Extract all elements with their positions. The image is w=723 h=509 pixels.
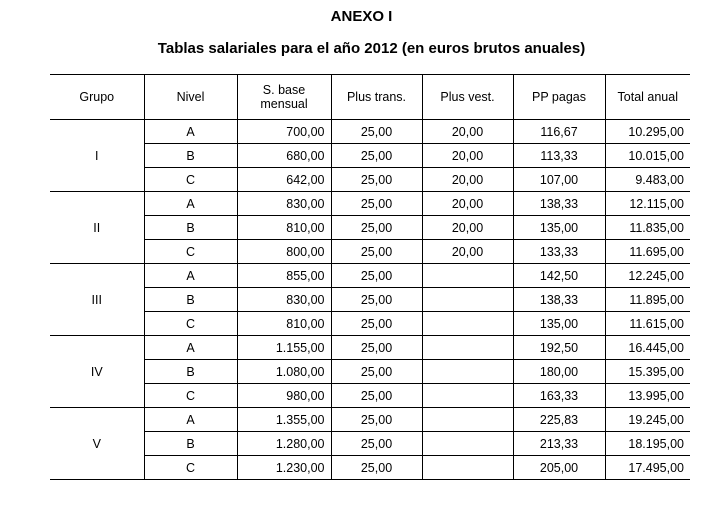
pp-cell: 138,33 bbox=[513, 288, 605, 312]
header-total: Total anual bbox=[605, 75, 690, 120]
pp-cell: 180,00 bbox=[513, 360, 605, 384]
header-vest: Plus vest. bbox=[422, 75, 513, 120]
trans-cell: 25,00 bbox=[331, 144, 422, 168]
nivel-cell: A bbox=[144, 408, 237, 432]
table-row bbox=[50, 312, 690, 336]
base-cell: 1.280,00 bbox=[237, 432, 331, 456]
vest-cell: 20,00 bbox=[422, 192, 513, 216]
nivel-cell: B bbox=[144, 216, 237, 240]
vest-cell: 20,00 bbox=[422, 216, 513, 240]
total-cell: 11.835,00 bbox=[605, 216, 690, 240]
nivel-cell: C bbox=[144, 168, 237, 192]
nivel-cell: B bbox=[144, 144, 237, 168]
pp-cell: 138,33 bbox=[513, 192, 605, 216]
vest-cell bbox=[422, 336, 513, 360]
table-subtitle: Tablas salariales para el año 2012 (en euros brutos anuales) bbox=[157, 40, 586, 57]
page-title: ANEXO I bbox=[330, 8, 393, 25]
table-row bbox=[50, 192, 690, 216]
base-cell: 1.230,00 bbox=[237, 456, 331, 480]
grupo-cell: I bbox=[50, 120, 144, 192]
table-body bbox=[50, 120, 690, 480]
trans-cell: 25,00 bbox=[331, 360, 422, 384]
base-cell: 855,00 bbox=[237, 264, 331, 288]
trans-cell: 25,00 bbox=[331, 120, 422, 144]
pp-cell: 192,50 bbox=[513, 336, 605, 360]
table-row bbox=[50, 288, 690, 312]
base-cell: 980,00 bbox=[237, 384, 331, 408]
table-row bbox=[50, 456, 690, 480]
base-cell: 800,00 bbox=[237, 240, 331, 264]
nivel-cell: A bbox=[144, 336, 237, 360]
nivel-cell: A bbox=[144, 192, 237, 216]
nivel-cell: A bbox=[144, 264, 237, 288]
total-cell: 12.245,00 bbox=[605, 264, 690, 288]
nivel-cell: C bbox=[144, 384, 237, 408]
vest-cell bbox=[422, 456, 513, 480]
header-grupo: Grupo bbox=[50, 75, 144, 120]
total-cell: 16.445,00 bbox=[605, 336, 690, 360]
total-cell: 19.245,00 bbox=[605, 408, 690, 432]
table-row bbox=[50, 144, 690, 168]
trans-cell: 25,00 bbox=[331, 408, 422, 432]
table-row bbox=[50, 432, 690, 456]
total-cell: 11.695,00 bbox=[605, 240, 690, 264]
trans-cell: 25,00 bbox=[331, 336, 422, 360]
grupo-cell: II bbox=[50, 192, 144, 264]
vest-cell bbox=[422, 432, 513, 456]
trans-cell: 25,00 bbox=[331, 288, 422, 312]
total-cell: 13.995,00 bbox=[605, 384, 690, 408]
nivel-cell: B bbox=[144, 360, 237, 384]
table-row bbox=[50, 240, 690, 264]
total-cell: 10.015,00 bbox=[605, 144, 690, 168]
table-row bbox=[50, 384, 690, 408]
vest-cell: 20,00 bbox=[422, 120, 513, 144]
nivel-cell: A bbox=[144, 120, 237, 144]
total-cell: 17.495,00 bbox=[605, 456, 690, 480]
pp-cell: 205,00 bbox=[513, 456, 605, 480]
table-row bbox=[50, 360, 690, 384]
vest-cell bbox=[422, 360, 513, 384]
trans-cell: 25,00 bbox=[331, 312, 422, 336]
trans-cell: 25,00 bbox=[331, 192, 422, 216]
nivel-cell: B bbox=[144, 288, 237, 312]
table-row bbox=[50, 216, 690, 240]
vest-cell bbox=[422, 288, 513, 312]
pp-cell: 135,00 bbox=[513, 216, 605, 240]
table-row bbox=[50, 336, 690, 360]
base-cell: 1.155,00 bbox=[237, 336, 331, 360]
trans-cell: 25,00 bbox=[331, 384, 422, 408]
table-row bbox=[50, 120, 690, 144]
trans-cell: 25,00 bbox=[331, 264, 422, 288]
header-nivel: Nivel bbox=[144, 75, 237, 120]
base-cell: 642,00 bbox=[237, 168, 331, 192]
trans-cell: 25,00 bbox=[331, 168, 422, 192]
vest-cell: 20,00 bbox=[422, 144, 513, 168]
base-cell: 830,00 bbox=[237, 288, 331, 312]
vest-cell bbox=[422, 384, 513, 408]
header-row bbox=[50, 75, 690, 120]
pp-cell: 225,83 bbox=[513, 408, 605, 432]
vest-cell: 20,00 bbox=[422, 240, 513, 264]
total-cell: 11.615,00 bbox=[605, 312, 690, 336]
table-row bbox=[50, 408, 690, 432]
base-cell: 680,00 bbox=[237, 144, 331, 168]
pp-cell: 163,33 bbox=[513, 384, 605, 408]
base-cell: 700,00 bbox=[237, 120, 331, 144]
grupo-cell: III bbox=[50, 264, 144, 336]
table-row bbox=[50, 264, 690, 288]
vest-cell bbox=[422, 312, 513, 336]
trans-cell: 25,00 bbox=[331, 240, 422, 264]
vest-cell: 20,00 bbox=[422, 168, 513, 192]
grupo-cell: V bbox=[50, 408, 144, 480]
table-row bbox=[50, 168, 690, 192]
salary-table bbox=[50, 74, 690, 480]
pp-cell: 142,50 bbox=[513, 264, 605, 288]
header-base: S. base mensual bbox=[237, 75, 331, 120]
pp-cell: 133,33 bbox=[513, 240, 605, 264]
base-cell: 1.355,00 bbox=[237, 408, 331, 432]
header-trans: Plus trans. bbox=[331, 75, 422, 120]
header-pp: PP pagas bbox=[513, 75, 605, 120]
vest-cell bbox=[422, 264, 513, 288]
pp-cell: 213,33 bbox=[513, 432, 605, 456]
pp-cell: 107,00 bbox=[513, 168, 605, 192]
pp-cell: 135,00 bbox=[513, 312, 605, 336]
trans-cell: 25,00 bbox=[331, 432, 422, 456]
total-cell: 11.895,00 bbox=[605, 288, 690, 312]
total-cell: 15.395,00 bbox=[605, 360, 690, 384]
base-cell: 830,00 bbox=[237, 192, 331, 216]
nivel-cell: C bbox=[144, 456, 237, 480]
base-cell: 810,00 bbox=[237, 312, 331, 336]
grupo-cell: IV bbox=[50, 336, 144, 408]
nivel-cell: B bbox=[144, 432, 237, 456]
trans-cell: 25,00 bbox=[331, 216, 422, 240]
vest-cell bbox=[422, 408, 513, 432]
total-cell: 10.295,00 bbox=[605, 120, 690, 144]
base-cell: 1.080,00 bbox=[237, 360, 331, 384]
nivel-cell: C bbox=[144, 312, 237, 336]
base-cell: 810,00 bbox=[237, 216, 331, 240]
total-cell: 18.195,00 bbox=[605, 432, 690, 456]
pp-cell: 113,33 bbox=[513, 144, 605, 168]
total-cell: 12.115,00 bbox=[605, 192, 690, 216]
nivel-cell: C bbox=[144, 240, 237, 264]
pp-cell: 116,67 bbox=[513, 120, 605, 144]
total-cell: 9.483,00 bbox=[605, 168, 690, 192]
trans-cell: 25,00 bbox=[331, 456, 422, 480]
